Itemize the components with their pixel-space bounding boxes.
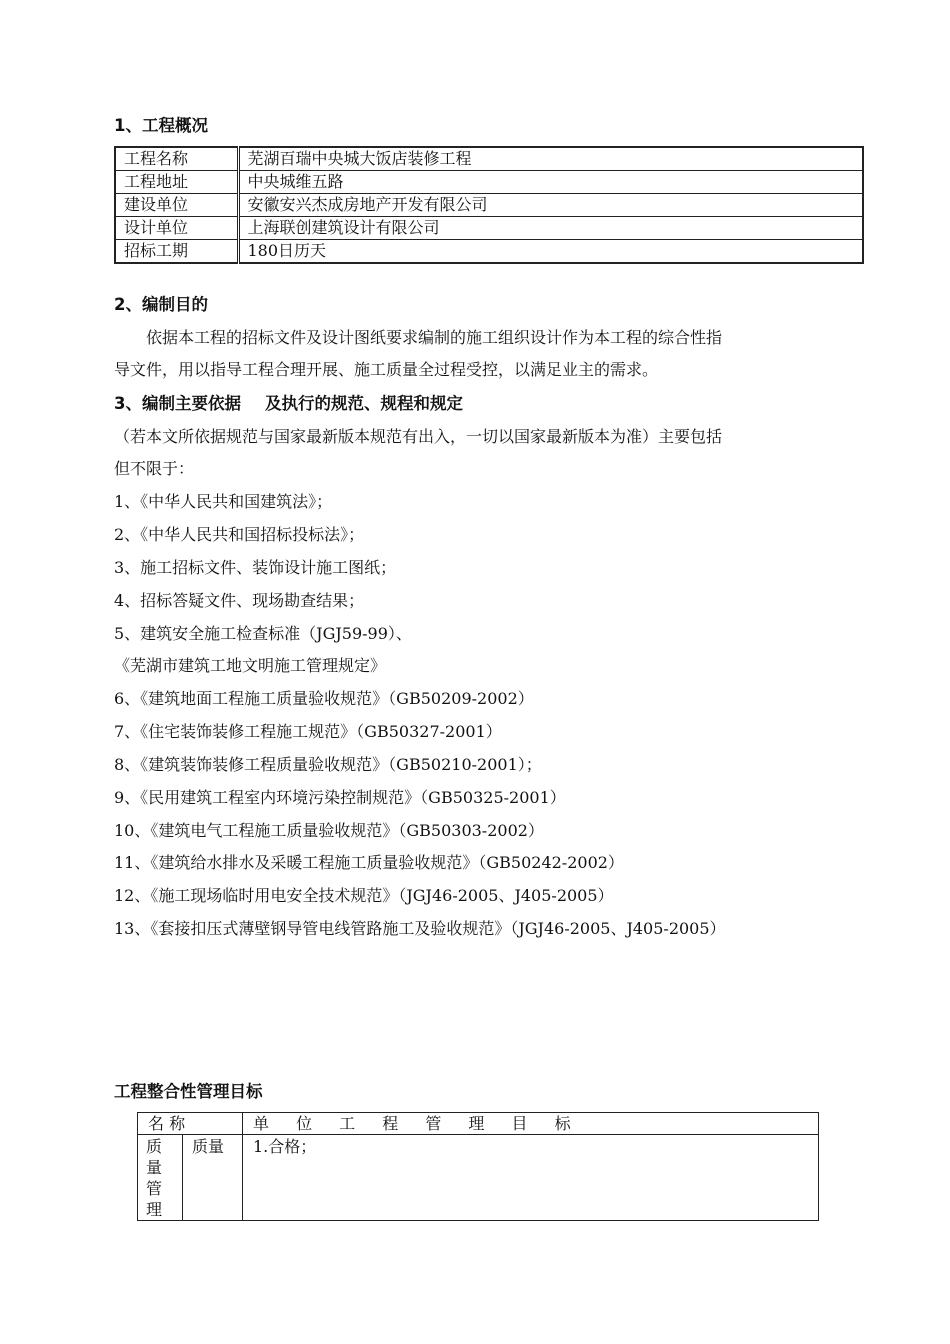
list-item: 11、《建筑给水排水及采暖工程施工质量验收规范》（GB50242-2002）: [114, 853, 624, 872]
column-header-target-text: 单 位 工 程 管 理 目 标: [253, 1114, 582, 1133]
basis-intro-1: （若本文所依据规范与国家最新版本规范有出入，一切以国家最新版本为准）主要包括: [114, 427, 723, 446]
category-cell: [138, 1135, 183, 1221]
goal-content: 1.合格；: [243, 1135, 819, 1221]
table-row: [115, 240, 863, 264]
table-row: [115, 194, 863, 217]
table-row: [115, 217, 863, 240]
list-item: 4、招标答疑文件、现场勘查结果；: [114, 591, 365, 610]
project-overview-table: [114, 146, 864, 264]
table-row: [115, 147, 863, 171]
row-value: 中央城维五路: [238, 171, 863, 194]
list-item: 13、《套接扣压式薄壁钢导管电线管路施工及验收规范》（JGJ46-2005、J405-2005）: [114, 919, 726, 938]
section-2-heading: 2、编制目的: [114, 295, 208, 314]
list-item: 2、《中华人民共和国招标投标法》；: [114, 525, 365, 544]
row-value: 上海联创建筑设计有限公司: [238, 217, 863, 240]
list-item: 10、《建筑电气工程施工质量验收规范》（GB50303-2002）: [114, 821, 544, 840]
section-3-heading-a: 3、编制主要依据: [114, 394, 241, 413]
list-item: 5、建筑安全施工检查标准（JGJ59-99）、: [114, 624, 412, 643]
list-item: 6、《建筑地面工程施工质量验收规范》（GB50209-2002）: [114, 689, 534, 708]
row-value: 安徽安兴杰成房地产开发有限公司: [238, 194, 863, 217]
list-item: 9、《民用建筑工程室内环境污染控制规范》（GB50325-2001）: [114, 788, 566, 807]
list-item: 12、《施工现场临时用电安全技术规范》（JGJ46-2005、J405-2005）: [114, 886, 614, 905]
list-item: 1、《中华人民共和国建筑法》；: [114, 492, 333, 511]
list-item: 3、施工招标文件、装饰设计施工图纸；: [114, 558, 397, 577]
column-header-name: 名 称: [138, 1113, 243, 1135]
subcategory-cell: [183, 1135, 243, 1221]
table-header-row: [138, 1113, 819, 1135]
purpose-line-1: 依据本工程的招标文件及设计图纸要求编制的施工组织设计作为本工程的综合性指: [146, 328, 723, 347]
row-label: 建设单位: [115, 194, 238, 217]
section-3-heading: [114, 393, 463, 415]
list-item: 7、《住宅装饰装修工程施工规范》（GB50327-2001）: [114, 722, 502, 741]
purpose-line-2: 导文件，用以指导工程合理开展、施工质量全过程受控，以满足业主的需求。: [114, 360, 659, 379]
row-value: 芜湖百瑞中央城大饭店装修工程: [238, 147, 863, 171]
section-1-heading: 1、工程概况: [114, 116, 208, 135]
goals-heading: 工程整合性管理目标: [114, 1082, 263, 1101]
list-item: 《芜湖市建筑工地文明施工管理规定》: [114, 656, 387, 675]
row-label: 工程名称: [115, 147, 238, 171]
row-label: 招标工期: [115, 240, 238, 264]
basis-intro-2: 但不限于：: [114, 459, 195, 478]
table-row: [138, 1135, 819, 1221]
column-header-target: [243, 1113, 819, 1135]
subcategory-label: 质量: [192, 1137, 225, 1156]
table-row: [115, 171, 863, 194]
list-item: 8、《建筑装饰装修工程质量验收规范》（GB50210-2001）；: [114, 755, 542, 774]
management-goals-table: [137, 1112, 819, 1221]
row-label: 设计单位: [115, 217, 238, 240]
section-3-heading-b: 及执行的规范、规程和规定: [264, 394, 463, 413]
row-value: 180日历天: [238, 240, 863, 264]
row-label: 工程地址: [115, 171, 238, 194]
category-label: 质量管理: [146, 1137, 163, 1219]
